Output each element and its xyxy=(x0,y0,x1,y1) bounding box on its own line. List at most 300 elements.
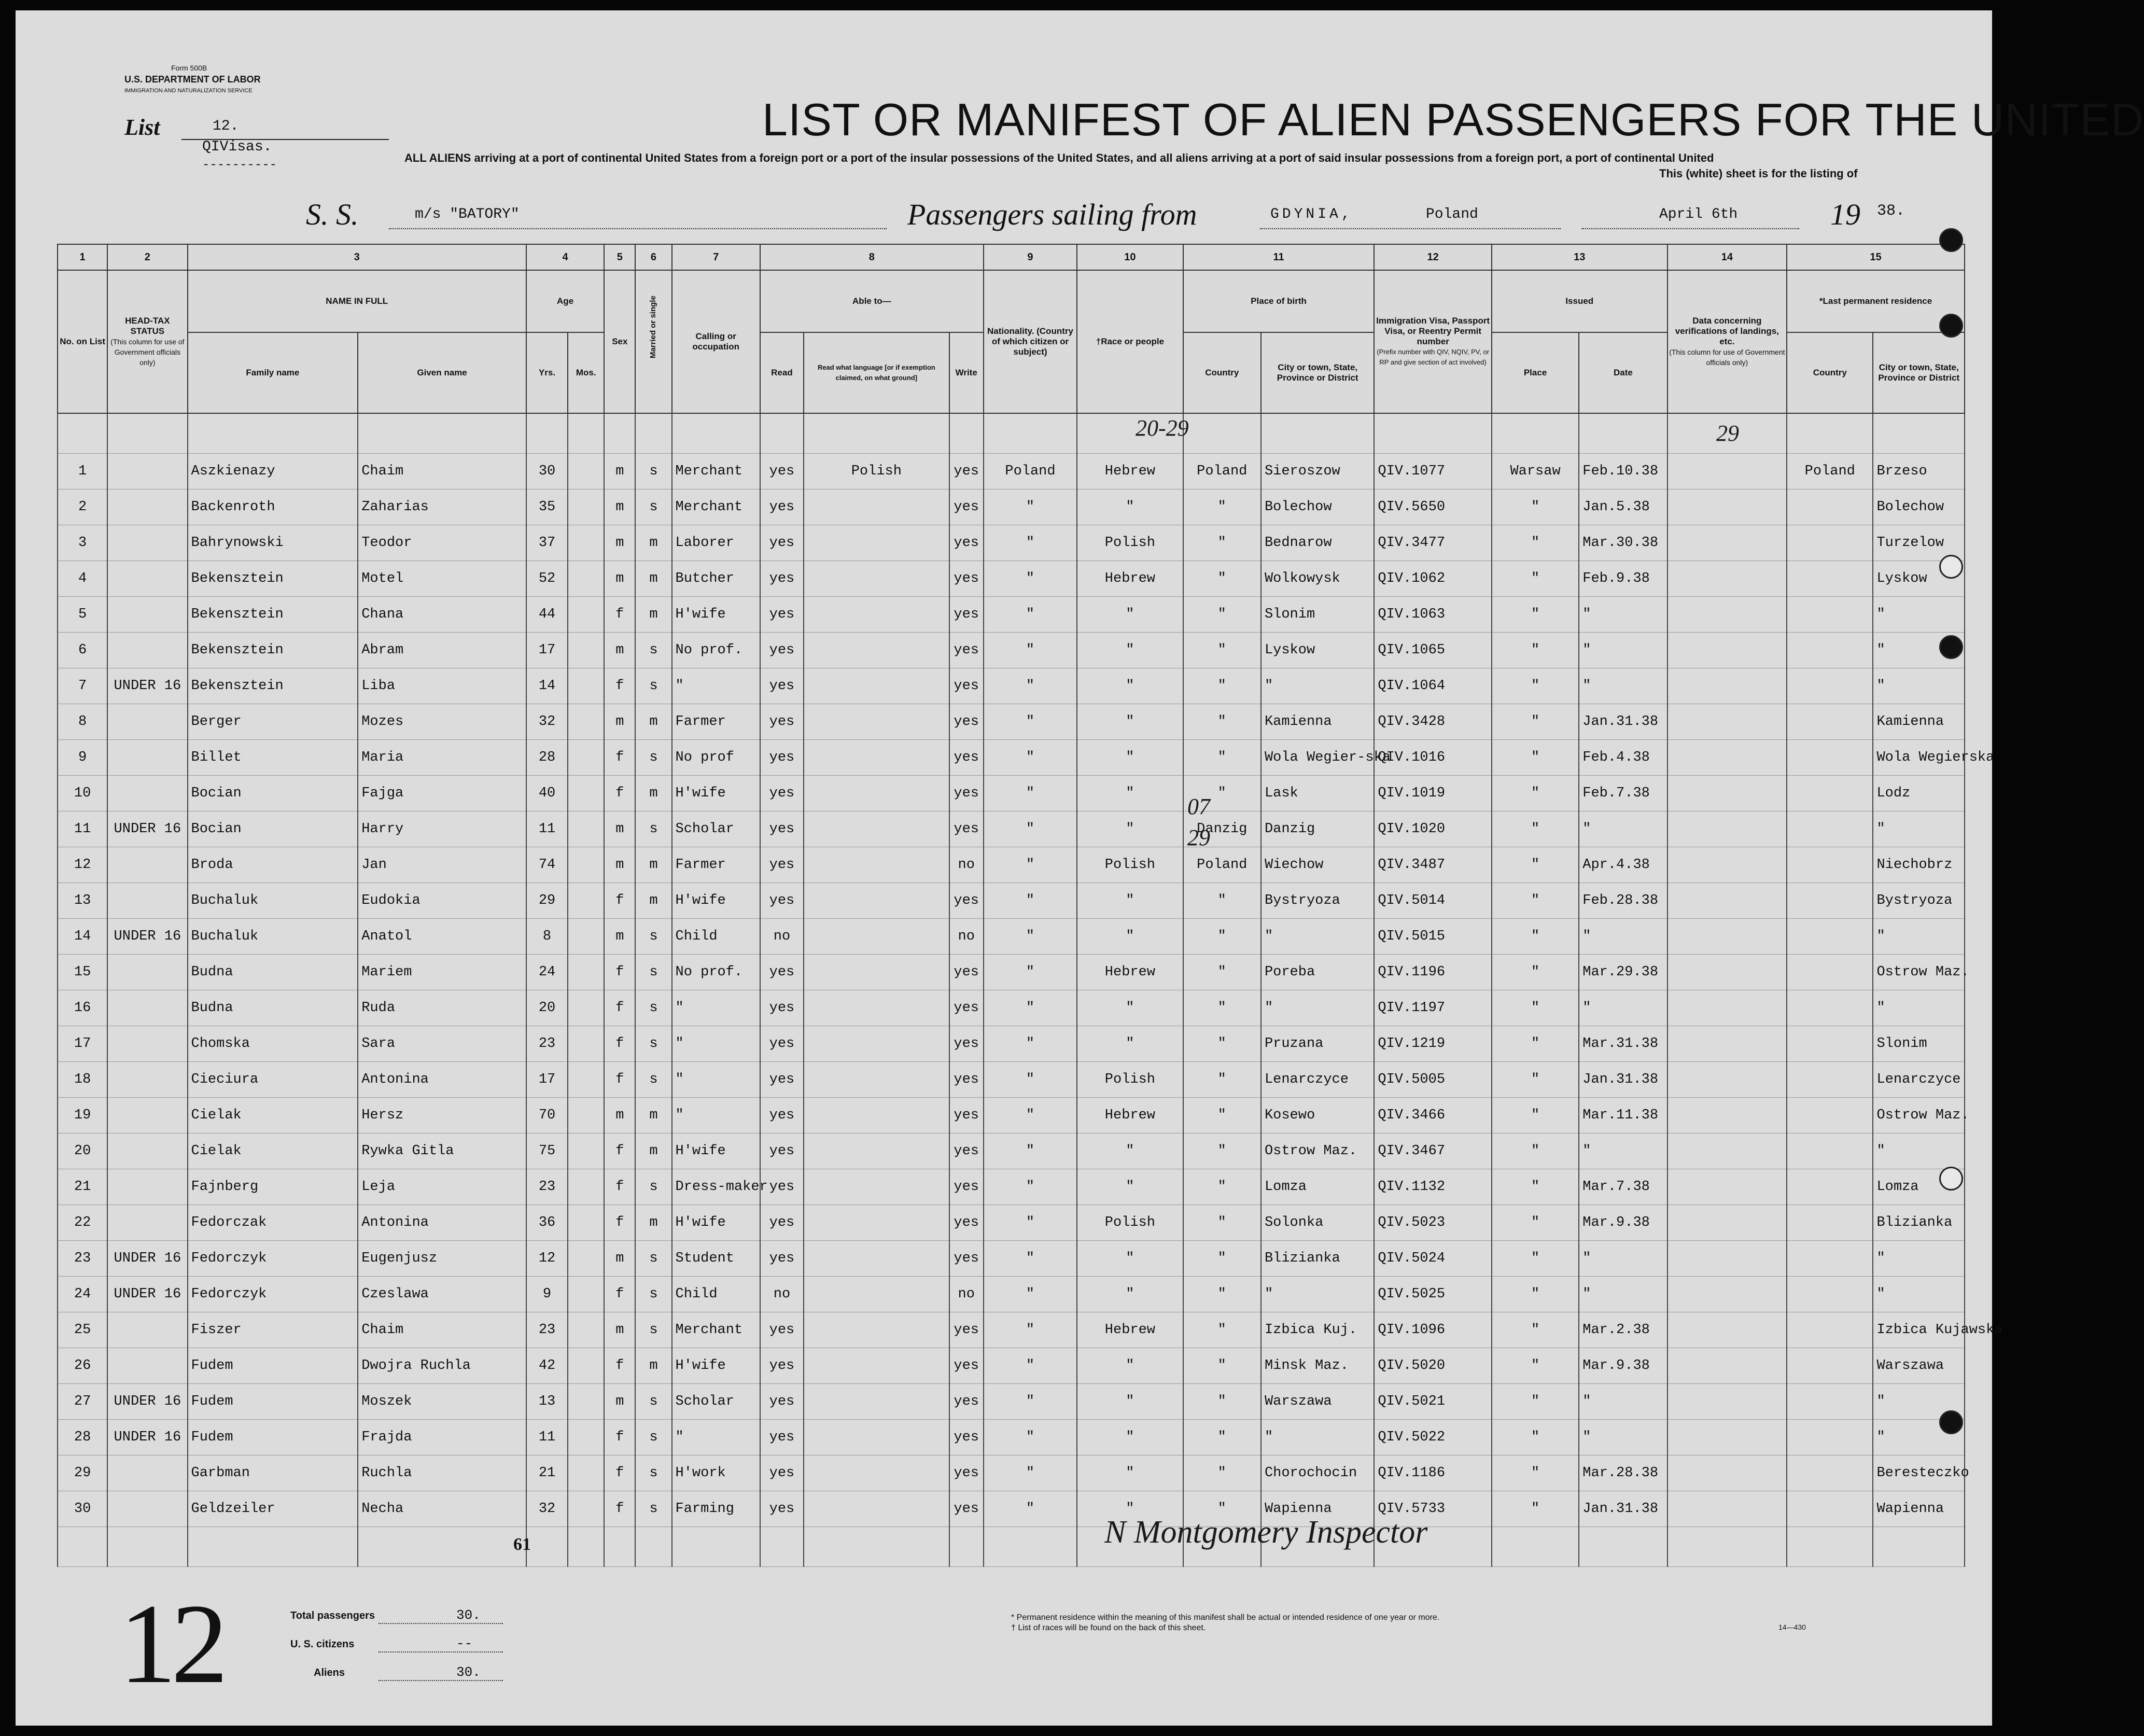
sex: f xyxy=(604,990,635,1026)
occupation: No prof xyxy=(672,740,760,776)
visa-number: QIV.5014 xyxy=(1374,883,1491,919)
head-tax-status: UNDER 16 xyxy=(107,668,187,704)
age-years: 40 xyxy=(526,776,568,811)
issued-place: " xyxy=(1492,1205,1579,1241)
nationality: Poland xyxy=(984,454,1077,489)
birth-country: " xyxy=(1183,1205,1261,1241)
head-tax-status xyxy=(107,1133,187,1169)
visa-number: QIV.5733 xyxy=(1374,1491,1491,1527)
marital-status: s xyxy=(635,1169,671,1205)
issued-date: " xyxy=(1579,1241,1667,1277)
verification-data xyxy=(1667,1348,1787,1384)
head-tax-status xyxy=(107,776,187,811)
row-number: 15 xyxy=(58,955,107,990)
head-tax-status xyxy=(107,740,187,776)
birth-country: " xyxy=(1183,489,1261,525)
occupation: Laborer xyxy=(672,525,760,561)
read-language xyxy=(804,668,949,704)
family-name: Chomska xyxy=(188,1026,358,1062)
port-name: GDYNIA, xyxy=(1270,206,1353,222)
residence-city: Wola Wegierska xyxy=(1873,740,1965,776)
can-read: yes xyxy=(760,955,804,990)
family-name: Bahrynowski xyxy=(188,525,358,561)
birth-city: Poreba xyxy=(1261,955,1374,990)
table-row xyxy=(58,489,1965,525)
age-years: 23 xyxy=(526,1169,568,1205)
can-write: yes xyxy=(949,704,984,740)
race: Hebrew xyxy=(1077,561,1183,597)
residence-country xyxy=(1787,1384,1873,1420)
residence-city: Izbica Kujawska xyxy=(1873,1312,1965,1348)
visa-number: QIV.5025 xyxy=(1374,1277,1491,1312)
row-number: 2 xyxy=(58,489,107,525)
birth-country: " xyxy=(1183,668,1261,704)
visa-number: QIV.3428 xyxy=(1374,704,1491,740)
given-name: Antonina xyxy=(358,1205,526,1241)
family-name: Geldzeiler xyxy=(188,1491,358,1527)
occupation: Farming xyxy=(672,1491,760,1527)
sex: f xyxy=(604,597,635,633)
can-write: yes xyxy=(949,990,984,1026)
birth-city: Lask xyxy=(1261,776,1374,811)
birth-city: Wiechow xyxy=(1261,847,1374,883)
occupation: Merchant xyxy=(672,454,760,489)
head-tax-status xyxy=(107,561,187,597)
age-months xyxy=(568,1348,604,1384)
residence-city: " xyxy=(1873,990,1965,1026)
race: " xyxy=(1077,1026,1183,1062)
age-months xyxy=(568,883,604,919)
family-name: Garbman xyxy=(188,1455,358,1491)
head-tax-status: UNDER 16 xyxy=(107,1420,187,1455)
birth-city: Lenarczyce xyxy=(1261,1062,1374,1098)
family-name: Backenroth xyxy=(188,489,358,525)
age-years: 35 xyxy=(526,489,568,525)
can-read: yes xyxy=(760,1420,804,1455)
sex: f xyxy=(604,1277,635,1312)
birth-city: Warszawa xyxy=(1261,1384,1374,1420)
head-tax-status xyxy=(107,1348,187,1384)
list-number-line xyxy=(124,114,394,141)
aliens-label: Aliens xyxy=(314,1667,345,1678)
issued-date: Mar.30.38 xyxy=(1579,525,1667,561)
age-months xyxy=(568,990,604,1026)
table-row xyxy=(58,597,1965,633)
birth-city: Pruzana xyxy=(1261,1026,1374,1062)
residence-city: " xyxy=(1873,1277,1965,1312)
family-name: Fiszer xyxy=(188,1312,358,1348)
head-tax-status xyxy=(107,704,187,740)
table-row xyxy=(58,955,1965,990)
marital-status: m xyxy=(635,1098,671,1133)
col-num: 7 xyxy=(672,244,760,270)
sex: f xyxy=(604,1026,635,1062)
age-years: 74 xyxy=(526,847,568,883)
residence-city: Slonim xyxy=(1873,1026,1965,1062)
residence-country xyxy=(1787,1026,1873,1062)
age-months xyxy=(568,561,604,597)
issued-date: " xyxy=(1579,1277,1667,1312)
residence-country xyxy=(1787,1277,1873,1312)
issued-place: " xyxy=(1492,1348,1579,1384)
read-language xyxy=(804,811,949,847)
can-read: yes xyxy=(760,1241,804,1277)
visa-number: QIV.1016 xyxy=(1374,740,1491,776)
header-read: Read xyxy=(760,332,804,413)
can-write: yes xyxy=(949,1169,984,1205)
family-name: Aszkienazy xyxy=(188,454,358,489)
sex: f xyxy=(604,1062,635,1098)
row-number: 19 xyxy=(58,1098,107,1133)
col-num: 2 xyxy=(107,244,187,270)
nationality: " xyxy=(984,1348,1077,1384)
sex: f xyxy=(604,1348,635,1384)
visa-number: QIV.5022 xyxy=(1374,1420,1491,1455)
read-language xyxy=(804,990,949,1026)
age-years: 32 xyxy=(526,704,568,740)
issued-date: Mar.7.38 xyxy=(1579,1169,1667,1205)
header-data-concerning xyxy=(1667,270,1787,413)
residence-country xyxy=(1787,525,1873,561)
read-language xyxy=(804,1098,949,1133)
read-language xyxy=(804,776,949,811)
table-row xyxy=(58,811,1965,847)
visa-number: QIV.1063 xyxy=(1374,597,1491,633)
head-tax-status xyxy=(107,489,187,525)
nationality: " xyxy=(984,1384,1077,1420)
nationality: " xyxy=(984,740,1077,776)
race: " xyxy=(1077,1133,1183,1169)
col-num: 11 xyxy=(1183,244,1375,270)
marital-status: s xyxy=(635,811,671,847)
sex: m xyxy=(604,1241,635,1277)
age-months xyxy=(568,1026,604,1062)
row-number: 10 xyxy=(58,776,107,811)
header-birth-city: City or town, State, Province or District xyxy=(1261,332,1374,413)
birth-country: Poland xyxy=(1183,454,1261,489)
age-years: 36 xyxy=(526,1205,568,1241)
birth-city: " xyxy=(1261,990,1374,1026)
birth-country: " xyxy=(1183,883,1261,919)
family-name: Bekensztein xyxy=(188,561,358,597)
verification-data xyxy=(1667,1312,1787,1348)
nationality: " xyxy=(984,1277,1077,1312)
can-read: yes xyxy=(760,489,804,525)
residence-country xyxy=(1787,811,1873,847)
header-given-name: Given name xyxy=(358,332,526,413)
nationality: " xyxy=(984,1062,1077,1098)
read-language xyxy=(804,1169,949,1205)
sex: f xyxy=(604,1169,635,1205)
birth-country: " xyxy=(1183,704,1261,740)
issued-place: " xyxy=(1492,1026,1579,1062)
married-label: Married or single xyxy=(649,296,658,359)
can-read: yes xyxy=(760,1455,804,1491)
nationality: " xyxy=(984,955,1077,990)
verification-data xyxy=(1667,1277,1787,1312)
nationality: " xyxy=(984,1312,1077,1348)
given-name: Dwojra Ruchla xyxy=(358,1348,526,1384)
row-number: 21 xyxy=(58,1169,107,1205)
binder-hole-icon xyxy=(1939,1410,1963,1434)
occupation: " xyxy=(672,990,760,1026)
table-row xyxy=(58,1169,1965,1205)
occupation: Farmer xyxy=(672,704,760,740)
can-write: yes xyxy=(949,776,984,811)
nationality: " xyxy=(984,1133,1077,1169)
head-tax-status xyxy=(107,525,187,561)
issued-place: Warsaw xyxy=(1492,454,1579,489)
row-number: 4 xyxy=(58,561,107,597)
marital-status: s xyxy=(635,740,671,776)
head-tax-status xyxy=(107,1491,187,1527)
col-num: 1 xyxy=(58,244,107,270)
blank-row xyxy=(58,1527,1965,1567)
verification-data xyxy=(1667,525,1787,561)
can-read: no xyxy=(760,1277,804,1312)
table-row xyxy=(58,525,1965,561)
issued-place: " xyxy=(1492,883,1579,919)
residence-country xyxy=(1787,668,1873,704)
age-months xyxy=(568,776,604,811)
issued-place: " xyxy=(1492,1277,1579,1312)
visa-number: QIV.5015 xyxy=(1374,919,1491,955)
residence-city: Turzelow xyxy=(1873,525,1965,561)
table-row xyxy=(58,1205,1965,1241)
residence-city: " xyxy=(1873,919,1965,955)
residence-city: Bystryoza xyxy=(1873,883,1965,919)
residence-country: Poland xyxy=(1787,454,1873,489)
age-years: 32 xyxy=(526,1491,568,1527)
issued-place: " xyxy=(1492,1312,1579,1348)
issued-date: Mar.2.38 xyxy=(1579,1312,1667,1348)
row-number: 24 xyxy=(58,1277,107,1312)
age-months xyxy=(568,668,604,704)
given-name: Abram xyxy=(358,633,526,668)
read-language xyxy=(804,1277,949,1312)
can-read: yes xyxy=(760,740,804,776)
issued-date: Jan.5.38 xyxy=(1579,489,1667,525)
race: Hebrew xyxy=(1077,1312,1183,1348)
residence-city: " xyxy=(1873,1241,1965,1277)
birth-city: Wolkowysk xyxy=(1261,561,1374,597)
issued-place: " xyxy=(1492,489,1579,525)
form-number: Form 500B xyxy=(171,64,207,72)
family-name: Broda xyxy=(188,847,358,883)
read-language xyxy=(804,704,949,740)
departure-country: Poland xyxy=(1426,206,1478,222)
residence-city: Lodz xyxy=(1873,776,1965,811)
nationality: " xyxy=(984,668,1077,704)
sex: f xyxy=(604,776,635,811)
given-name: Zaharias xyxy=(358,489,526,525)
age-months xyxy=(568,847,604,883)
race: " xyxy=(1077,597,1183,633)
nationality: " xyxy=(984,776,1077,811)
binder-hole-icon xyxy=(1939,314,1963,338)
visa-number: QIV.3487 xyxy=(1374,847,1491,883)
row-number: 1 xyxy=(58,454,107,489)
race: " xyxy=(1077,1277,1183,1312)
issued-place: " xyxy=(1492,1491,1579,1527)
occupation: H'wife xyxy=(672,1205,760,1241)
row-number: 26 xyxy=(58,1348,107,1384)
birth-city: Wola Wegier-ska xyxy=(1261,740,1374,776)
age-months xyxy=(568,1098,604,1133)
col-num: 14 xyxy=(1667,244,1787,270)
race: " xyxy=(1077,1169,1183,1205)
residence-country xyxy=(1787,1062,1873,1098)
table-row xyxy=(58,1384,1965,1420)
age-months xyxy=(568,1241,604,1277)
header-name-in-full: NAME IN FULL xyxy=(188,270,526,332)
sex: m xyxy=(604,704,635,740)
issued-date: " xyxy=(1579,633,1667,668)
footnote-races: † List of races will be found on the back of this sheet. xyxy=(1011,1623,1206,1632)
verification-data xyxy=(1667,1384,1787,1420)
given-name: Leja xyxy=(358,1169,526,1205)
sex: m xyxy=(604,633,635,668)
occupation: Farmer xyxy=(672,847,760,883)
issued-date: Feb.4.38 xyxy=(1579,740,1667,776)
head-tax-status xyxy=(107,1098,187,1133)
age-years: 30 xyxy=(526,454,568,489)
given-name: Anatol xyxy=(358,919,526,955)
verification-data xyxy=(1667,633,1787,668)
nationality: " xyxy=(984,1026,1077,1062)
verification-data xyxy=(1667,1241,1787,1277)
given-name: Eudokia xyxy=(358,883,526,919)
footnote-residence: * Permanent residence within the meaning of this manifest shall be actual or intended residence of one year or more. xyxy=(1011,1613,1440,1622)
residence-city: " xyxy=(1873,1133,1965,1169)
family-name: Bekensztein xyxy=(188,633,358,668)
footnotes xyxy=(1011,1613,1439,1633)
read-language xyxy=(804,1205,949,1241)
nationality: " xyxy=(984,561,1077,597)
head-tax-status xyxy=(107,1455,187,1491)
nationality: " xyxy=(984,1169,1077,1205)
race: Hebrew xyxy=(1077,955,1183,990)
residence-city: " xyxy=(1873,633,1965,668)
subtitle-line-1: ALL ALIENS arriving at a port of continental United States from a foreign port or a port of the insular possessions of the United States, and all aliens arriving at a port of said insular possessions from a foreign port, a port of continental United xyxy=(404,151,1714,164)
residence-country xyxy=(1787,1312,1873,1348)
read-language xyxy=(804,1062,949,1098)
head-tax-status xyxy=(107,1205,187,1241)
age-months xyxy=(568,955,604,990)
occupation: Butcher xyxy=(672,561,760,597)
header-last-residence: *Last permanent residence xyxy=(1787,270,1965,332)
birth-country: " xyxy=(1183,1420,1261,1455)
age-months xyxy=(568,1420,604,1455)
race: " xyxy=(1077,704,1183,740)
given-name: Mariem xyxy=(358,955,526,990)
read-language xyxy=(804,1420,949,1455)
table-row xyxy=(58,561,1965,597)
birth-country: " xyxy=(1183,1491,1261,1527)
family-name: Bocian xyxy=(188,776,358,811)
age-years: 28 xyxy=(526,740,568,776)
header-mos: Mos. xyxy=(568,332,604,413)
verification-data xyxy=(1667,1420,1787,1455)
can-write: yes xyxy=(949,955,984,990)
family-name: Bekensztein xyxy=(188,668,358,704)
birth-country: " xyxy=(1183,1026,1261,1062)
residence-city: " xyxy=(1873,811,1965,847)
birth-country: " xyxy=(1183,1384,1261,1420)
row-number: 23 xyxy=(58,1241,107,1277)
nationality: " xyxy=(984,633,1077,668)
occupation: Student xyxy=(672,1241,760,1277)
can-write: yes xyxy=(949,740,984,776)
row-number: 16 xyxy=(58,990,107,1026)
col-num: 12 xyxy=(1374,244,1491,270)
table-row xyxy=(58,1420,1965,1455)
row-number: 14 xyxy=(58,919,107,955)
marital-status: s xyxy=(635,1384,671,1420)
table-row xyxy=(58,990,1965,1026)
marital-status: s xyxy=(635,990,671,1026)
age-months xyxy=(568,1133,604,1169)
nationality: " xyxy=(984,1491,1077,1527)
birth-city: Bednarow xyxy=(1261,525,1374,561)
verification-data xyxy=(1667,1491,1787,1527)
race: " xyxy=(1077,1455,1183,1491)
can-read: yes xyxy=(760,847,804,883)
issued-place: " xyxy=(1492,776,1579,811)
us-citizens-label: U. S. citizens xyxy=(290,1639,355,1650)
issued-place: " xyxy=(1492,811,1579,847)
issued-date: Mar.31.38 xyxy=(1579,1026,1667,1062)
issued-date: Mar.9.38 xyxy=(1579,1348,1667,1384)
age-years: 29 xyxy=(526,883,568,919)
marital-status: s xyxy=(635,1491,671,1527)
occupation: H'wife xyxy=(672,597,760,633)
can-read: yes xyxy=(760,668,804,704)
nationality: " xyxy=(984,704,1077,740)
department-label: U.S. DEPARTMENT OF LABOR xyxy=(124,74,261,85)
birth-city: Kamienna xyxy=(1261,704,1374,740)
residence-city: " xyxy=(1873,1384,1965,1420)
column-number-row xyxy=(58,244,1965,270)
occupation: Merchant xyxy=(672,489,760,525)
read-language xyxy=(804,883,949,919)
can-read: yes xyxy=(760,990,804,1026)
row-number: 3 xyxy=(58,525,107,561)
age-years: 52 xyxy=(526,561,568,597)
table-row xyxy=(58,1026,1965,1062)
list-label: List xyxy=(124,115,160,140)
header-birth-country: Country xyxy=(1183,332,1261,413)
read-language xyxy=(804,525,949,561)
family-name: Buchaluk xyxy=(188,883,358,919)
age-years: 17 xyxy=(526,633,568,668)
age-years: 44 xyxy=(526,597,568,633)
verification-data xyxy=(1667,990,1787,1026)
age-years: 12 xyxy=(526,1241,568,1277)
age-months xyxy=(568,1205,604,1241)
can-read: yes xyxy=(760,704,804,740)
race: " xyxy=(1077,919,1183,955)
head-tax-status xyxy=(107,847,187,883)
issued-place: " xyxy=(1492,990,1579,1026)
can-read: yes xyxy=(760,633,804,668)
occupation: Scholar xyxy=(672,811,760,847)
race: Hebrew xyxy=(1077,1098,1183,1133)
birth-country: " xyxy=(1183,955,1261,990)
age-months xyxy=(568,597,604,633)
given-name: Teodor xyxy=(358,525,526,561)
row-number: 6 xyxy=(58,633,107,668)
